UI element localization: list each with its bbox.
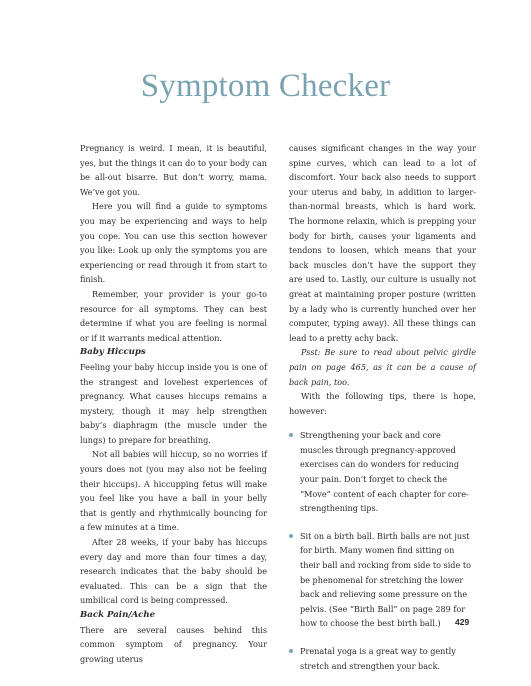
tip-text: Prenatal yoga is a great way to gently stretch and strengthen your back. <box>300 646 456 671</box>
list-item <box>289 428 476 516</box>
hiccups-paragraph: After 28 weeks, if your baby has hiccups every day and more than four times a day, research indicates that the baby should be evaluated. This can be a sign that the umbilical cord is being compressed. <box>80 537 267 606</box>
tip-text: Strengthening your back and core muscles through pregnancy-approved exercises can do wonders for reducing your pain. Don’t forget to check the “Move” content of each chapter for core-strengthening tips. <box>300 430 469 514</box>
right-column <box>289 141 476 686</box>
intro-paragraph: Pregnancy is weird. I mean, it is beautiful, yes, but the things it can do to your body can be all-out bisarre. But don’t worry, mama. We’ve got you. <box>80 143 267 197</box>
list-item <box>289 644 476 673</box>
left-column <box>80 141 267 666</box>
section-heading-baby-hiccups: Baby Hiccups <box>80 347 146 358</box>
bullet-icon <box>289 534 293 538</box>
hiccups-paragraph: Not all babies will hiccup, so no worries if yours does not (you may also not be feeling their hiccups). A hiccupping fetus will make you feel like you have a ball in your belly that is gently and rhythmically bouncing for a few minutes at a time. <box>80 449 267 533</box>
back-pain-paragraph: causes significant changes in the way your spine curves, which can lead to a lot of discomfort. Your back also needs to support your uterus and baby, in addition to larger-than-normal breasts, which is hard work. The hormone relaxin, which is prepping your body for birth, causes your ligaments and tendons to loosen, which means that your back muscles don’t have the support they are used to. Lastly, our culture is usually not great at maintaining proper posture (written by a lady who is currently hunched over her computer, typing away). All these things can lead to a pretty achy back. <box>289 143 476 343</box>
tip-text: Sit on a birth ball. Birth balls are not just for birth. Many women find sitting on their ball and rocking from side to side to be phenomenal for stretching the lower back and relieving some pressure on the pelvis. (See “Birth Ball” on page 289 for how to choose the best birth ball.) <box>300 530 471 629</box>
page-title: Symptom Checker <box>140 68 391 104</box>
psst-note: Psst: Be sure to read about pelvic girdle pain on page 465, as it can be a cause of back pain, too. <box>289 347 476 387</box>
back-pain-paragraph: With the following tips, there is hope, however: <box>289 391 476 416</box>
intro-paragraph: Remember, your provider is your go-to resource for all symptoms. They can best determine if what you are feeling is normal or if it warrants medical attention. <box>80 288 267 343</box>
list-item <box>289 529 476 631</box>
intro-paragraph: Here you will find a guide to symptoms you may be experiencing and ways to help you cope. You can use this section however you like: Look up only the symptoms you are experiencing or read through it from start to finish. <box>80 201 267 285</box>
section-heading-back-pain: Back Pain/Ache <box>80 610 156 620</box>
bullet-icon <box>289 433 293 437</box>
bullet-icon <box>289 649 293 653</box>
tips-list <box>289 428 476 673</box>
back-pain-paragraph: There are several causes behind this common symptom of pregnancy. Your growing uterus <box>80 624 267 664</box>
hiccups-paragraph: Feeling your baby hiccup inside you is one of the strangest and loveliest experiences of pregnancy. What causes hiccups remains a mystery, though it may help strengthen baby’s diaphragm (the muscle under the lungs) to prepare for breathing. <box>80 361 267 445</box>
page-number: 429 <box>455 617 470 627</box>
